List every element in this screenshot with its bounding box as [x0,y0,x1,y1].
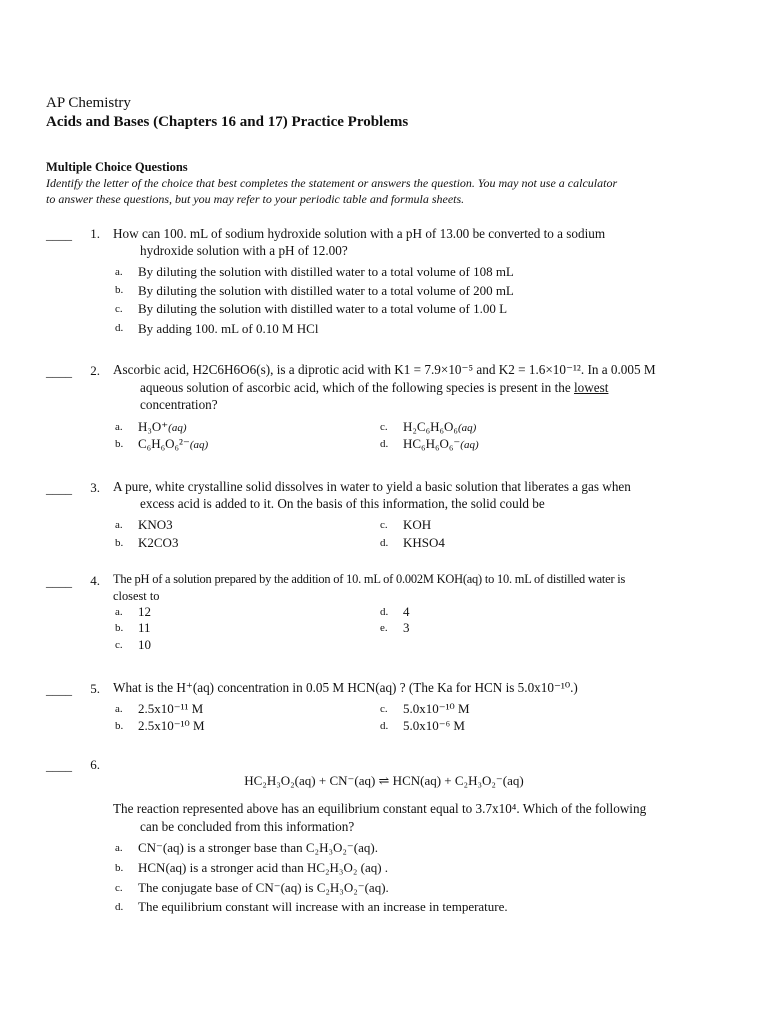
question-text: The pH of a solution prepared by the addition of 10. mL of 0.002M KOH(aq) to 10. mL of distilled water is [113,572,626,586]
answer-blank-q3[interactable]: ____ [46,481,72,496]
choice-letter: a. [115,842,123,854]
choice-phase: (aq) [189,439,209,451]
choice-letter: d. [115,322,124,334]
choice-text: K2CO3 [138,535,179,550]
question-text: concentration? [140,397,218,412]
choice-text: By adding 100. mL of 0.10 M HCl [138,321,319,336]
question-number: 4. [90,573,100,588]
answer-blank-q1[interactable]: ____ [46,227,72,242]
choice-phase: (aq) [460,439,479,451]
choice-formula: H₂C₆H₆O₆ [403,419,458,434]
choice-letter: c. [115,639,123,651]
choice-text: 12 [138,604,151,619]
emphasized-word: lowest [573,380,609,395]
choice-letter: c. [380,519,388,531]
choice-text: By diluting the solution with distilled water to a total volume of 1.00 L [138,301,508,316]
choice-formula: HC₆H₆O₆⁻ [403,436,461,451]
choice-letter: b. [115,622,124,634]
choice-text: 10 [138,637,151,652]
question-text: can be concluded from this information? [140,819,355,834]
reaction-equation: HC₂H₃O₂(aq) + CN⁻(aq) ⇌ HCN(aq) + C₂H₃O₂⁻(aq) [244,773,524,788]
choice-letter: a. [115,519,123,531]
choice-letter: b. [115,720,124,732]
choice-letter: b. [115,537,124,549]
instructions-line-1: Identify the letter of the choice that best completes the statement or answers the question. You may not use a calculator [46,176,618,190]
question-number: 6. [90,757,100,772]
question-text: A pure, white crystalline solid dissolves in water to yield a basic solution that liberates a gas when [113,479,631,494]
question-text: How can 100. mL of sodium hydroxide solution with a pH of 13.00 be converted to a sodium [113,226,606,241]
question-text: What is the H⁺(aq) concentration in 0.05 M HCN(aq) ? (The Ka for HCN is 5.0x10⁻¹⁰.) [113,680,578,695]
choice-text: The equilibrium constant will increase with an increase in temperature. [138,899,508,914]
answer-blank-q4[interactable]: ____ [46,574,72,589]
choice-formula: H₃O⁺ [138,419,169,434]
choice-letter: d. [380,720,389,732]
answer-blank-q6[interactable]: ____ [46,758,72,773]
question-number: 1. [90,226,100,241]
choice-letter: a. [115,703,123,715]
choice-text: 4 [403,604,410,619]
choice-text [138,436,208,452]
choice-phase: (aq) [457,422,477,434]
choice-text: KOH [403,517,432,532]
choice-letter: d. [380,606,389,618]
worksheet-title: Acids and Bases (Chapters 16 and 17) Practice Problems [46,114,409,130]
question-number: 2. [90,363,100,378]
question-number: 5. [90,681,100,696]
choice-letter: a. [115,266,123,278]
choice-text: KHSO4 [403,535,445,550]
choice-text: 5.0x10⁻¹⁰ M [403,701,470,716]
choice-letter: a. [115,606,123,618]
choice-formula: C₆H₆O₆²⁻ [138,436,190,451]
choice-text: 5.0x10⁻⁶ M [403,718,465,733]
choice-text [403,436,479,452]
choice-text: 2.5x10⁻¹¹ M [138,701,204,716]
choice-letter: e. [380,622,388,634]
instructions-line-2: to answer these questions, but you may refer to your periodic table and formula sheets. [46,192,465,206]
choice-text [138,419,187,435]
choice-letter: c. [380,703,388,715]
choice-text: 3 [403,620,410,635]
choice-text: 2.5x10⁻¹⁰ M [138,718,205,733]
choice-letter: d. [115,901,124,913]
section-heading: Multiple Choice Questions [46,160,188,174]
choice-letter: b. [115,862,124,874]
choice-text: KNO3 [138,517,173,532]
answer-blank-q5[interactable]: ____ [46,682,72,697]
answer-blank-q2[interactable]: ____ [46,364,72,379]
choice-text: 11 [138,620,151,635]
choice-letter: d. [380,537,389,549]
question-text-part: aqueous solution of ascorbic acid, which of the following species is present in the [140,380,571,395]
choice-text: HCN(aq) is a stronger acid than HC₂H₃O₂ (aq) . [138,860,389,875]
question-text [140,380,608,396]
choice-text [403,419,476,435]
question-number: 3. [90,480,100,495]
choice-text: CN⁻(aq) is a stronger base than C₂H₃O₂⁻(aq). [138,840,378,855]
choice-letter: c. [115,882,123,894]
question-text: closest to [113,589,160,603]
choice-letter: b. [115,284,124,296]
question-text: excess acid is added to it. On the basis of this information, the solid could be [140,496,545,511]
choice-phase: (aq) [168,422,187,434]
choice-letter: b. [115,438,124,450]
choice-text: The conjugate base of CN⁻(aq) is C₂H₃O₂⁻(aq). [138,880,389,895]
choice-letter: a. [115,421,123,433]
question-text: Ascorbic acid, H2C6H6O6(s), is a diprotic acid with K1 = 7.9×10⁻⁵ and K2 = 1.6×10⁻¹². In a 0.005 M [113,362,656,377]
choice-letter: c. [380,421,388,433]
course-title: AP Chemistry [46,95,131,111]
question-text: hydroxide solution with a pH of 12.00? [140,243,348,258]
choice-text: By diluting the solution with distilled water to a total volume of 108 mL [138,264,514,279]
question-text: The reaction represented above has an equilibrium constant equal to 3.7x10⁴. Which of the following [113,801,647,816]
choice-letter: d. [380,438,389,450]
choice-letter: c. [115,303,123,315]
choice-text: By diluting the solution with distilled water to a total volume of 200 mL [138,283,514,298]
